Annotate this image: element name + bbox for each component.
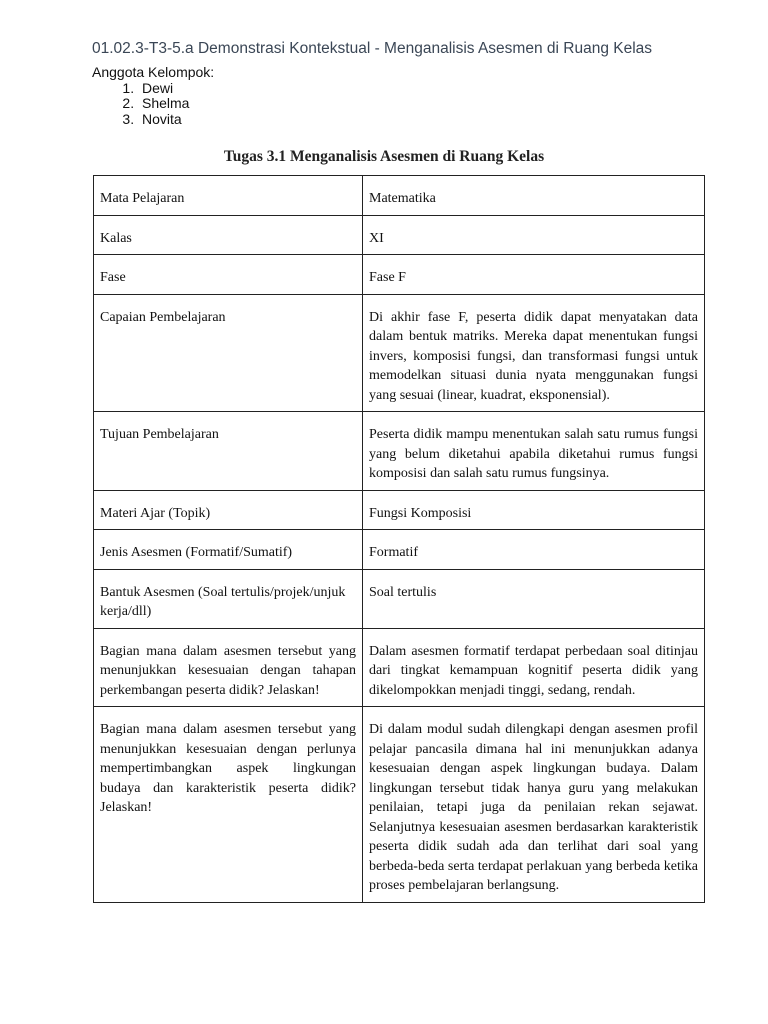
table-row (94, 255, 705, 295)
row-value: Matematika (363, 176, 705, 216)
table-row (94, 176, 705, 216)
members-list (92, 81, 214, 128)
table-row (94, 215, 705, 255)
assessment-table (93, 175, 705, 903)
row-label: Bagian mana dalam asesmen tersebut yang menunjukkan kesesuaian dengan tahapan perkembangan peserta didik? Jelaskan! (94, 628, 363, 707)
table-row (94, 707, 705, 903)
table-row (94, 490, 705, 530)
row-label: Tujuan Pembelajaran (94, 412, 363, 491)
table-row (94, 628, 705, 707)
table-row (94, 412, 705, 491)
member-item: 2. Shelma (138, 96, 214, 112)
row-value: Dalam asesmen formatif terdapat perbedaan soal ditinjau dari tingkat kemampuan kognitif peserta didik yang dikelompokkan menjadi tinggi, sedang, rendah. (363, 628, 705, 707)
group-members (92, 65, 214, 127)
row-label: Capaian Pembelajaran (94, 294, 363, 412)
row-label: Jenis Asesmen (Formatif/Sumatif) (94, 530, 363, 570)
members-label: Anggota Kelompok: (92, 64, 215, 80)
row-value: XI (363, 215, 705, 255)
document-title: 01.02.3-T3-5.a Demonstrasi Kontekstual - Menganalisis Asesmen di Ruang Kelas (92, 40, 653, 57)
row-label: Fase (94, 255, 363, 295)
row-value: Di akhir fase F, peserta didik dapat menyatakan data dalam bentuk matriks. Mereka dapat menentukan fungsi invers, komposisi fungsi, dan transformasi fungsi untuk memodelkan situasi dunia nyata menggunakan fungsi yang sesuai (linear, kuadrat, eksponensial). (363, 294, 705, 412)
row-value: Peserta didik mampu menentukan salah satu rumus fungsi yang belum diketahui apabila diketahui rumus fungsi komposisi dan salah satu rumus fungsinya. (363, 412, 705, 491)
row-value: Fase F (363, 255, 705, 295)
task-title: Tugas 3.1 Menganalisis Asesmen di Ruang Kelas (223, 148, 545, 165)
row-value: Formatif (363, 530, 705, 570)
row-label: Bagian mana dalam asesmen tersebut yang menunjukkan kesesuaian dengan perlunya mempertimbangkan aspek lingkungan budaya dan karakteristik peserta didik? Jelaskan! (94, 707, 363, 903)
member-item: 1. Dewi (138, 81, 214, 97)
row-value: Fungsi Komposisi (363, 490, 705, 530)
row-value: Soal tertulis (363, 569, 705, 628)
table-row (94, 530, 705, 570)
row-label: Kalas (94, 215, 363, 255)
row-label: Bantuk Asesmen (Soal tertulis/projek/unjuk kerja/dll) (94, 569, 363, 628)
member-item: 3. Novita (138, 112, 214, 128)
row-label: Materi Ajar (Topik) (94, 490, 363, 530)
table-row (94, 569, 705, 628)
row-value: Di dalam modul sudah dilengkapi dengan asesmen profil pelajar pancasila dimana hal ini menunjukkan adanya kesesuaian dengan aspek lingkungan budaya. Dalam lingkungan tersebut tidak hanya guru yang melakukan penilaian, tetapi juga da penilaian rekan sejawat. Selanjutnya kesesuaian asesmen berdasarkan karakteristik peserta didik sudah ada dan terlihat dari soal yang berbeda-beda serta terdapat perlakuan yang berbeda ketika proses pembelajaran berlangsung. (363, 707, 705, 903)
row-label: Mata Pelajaran (94, 176, 363, 216)
table-row (94, 294, 705, 412)
